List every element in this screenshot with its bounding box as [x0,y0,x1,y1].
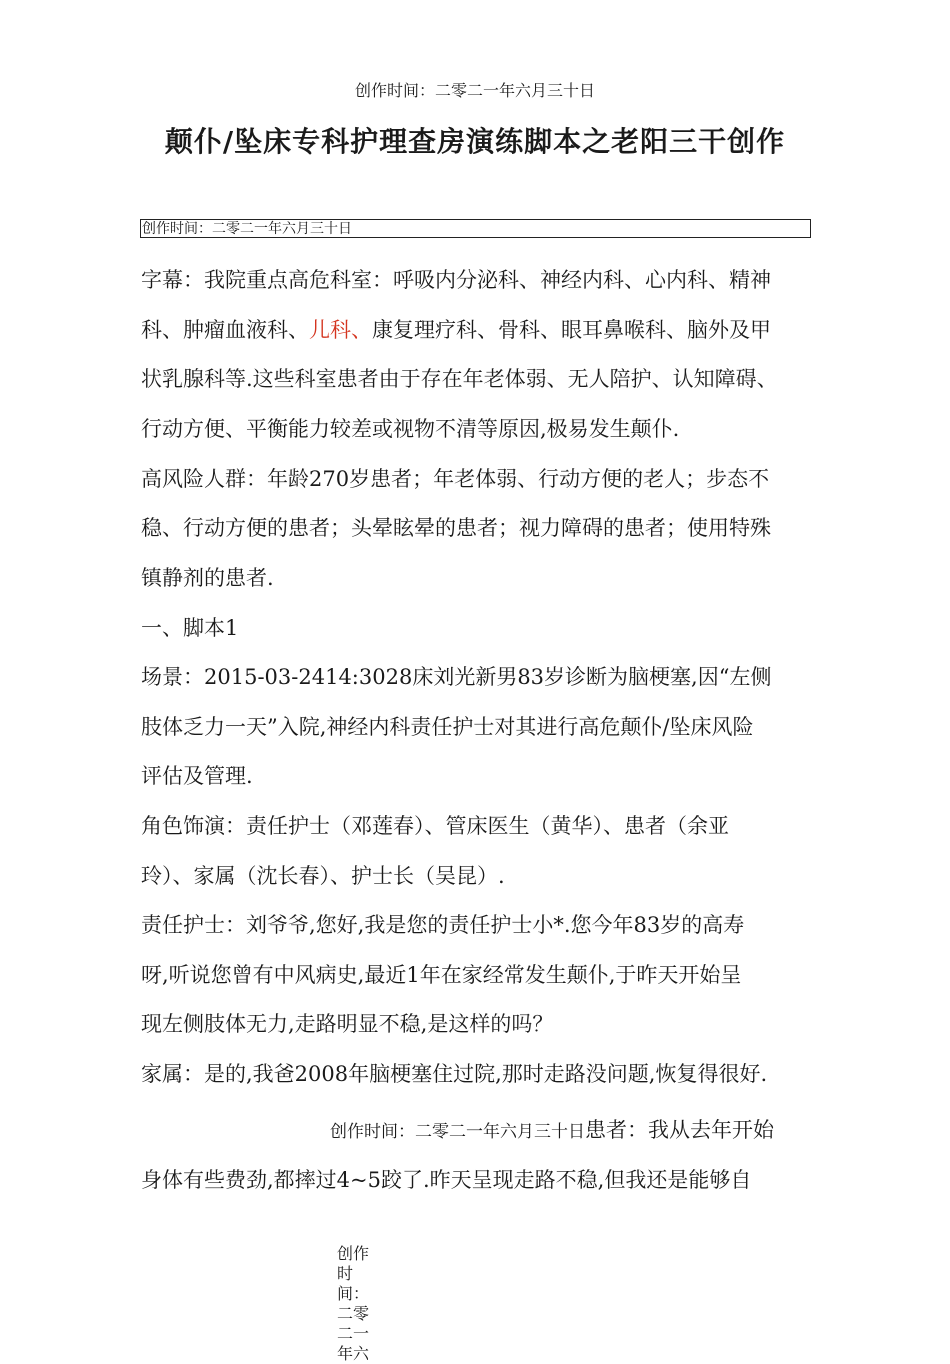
vertical-stamp-line: 时间： [337,1264,370,1303]
nurse-line-2: 呀,听说您曾有中风病史,最近1年在家经常发生颠仆,于昨天开始呈 [141,963,742,987]
vertical-stamp-line: 创作 [337,1244,370,1263]
scene-line-2: 肢体乏力一天”入院,神经内科责任护士对其进行高危颠仆/坠床风险 [141,715,754,739]
pediatrics-highlight: 儿科、 [309,318,372,342]
scene-line-3: 评估及管理. [141,764,253,788]
scene-line-1: 场景：2015-03-2414:3028床刘光新男83岁诊断为脑梗塞,因“左侧 [141,665,772,689]
risk-line-3: 镇静剂的患者. [141,566,274,590]
vertical-stamp-line: 二零 [337,1304,370,1323]
inline-time-stamp: 创作时间：二零二一年六月三十日 [330,1122,585,1142]
risk-line-1: 高风险人群：年龄270岁患者；年老体弱、行动方便的老人；步态不 [141,467,770,491]
header-time-stamp: 创作时间：二零二一年六月三十日 [354,81,595,100]
section-heading: 一、脚本1 [141,616,239,640]
roles-line-2: 玲）、家属（沈长春）、护士长（吴昆）. [141,864,505,888]
intro-line-3: 状乳腺科等.这些科室患者由于存在年老体弱、无人陪护、认知障碍、 [141,367,778,391]
family-line-1: 家属：是的,我爸2008年脑梗塞住过院,那时走路没问题,恢复得很好. [141,1062,768,1086]
nurse-line-3: 现左侧肢体无力,走路明显不稳,是这样的吗？ [141,1012,554,1036]
patient-line-1 [330,1106,810,1158]
boxed-time-stamp: 创作时间：二零二一年六月三十日 [140,219,811,238]
vertical-stamp-line: 二一 [337,1324,370,1343]
vertical-stamp-line: 年六 [337,1344,370,1363]
document-title: 颠仆/坠床专科护理查房演练脚本之老阳三干创作 [164,125,786,158]
patient-line-1-text: 患者：我从去年开始 [585,1118,774,1142]
vertical-time-stamp [337,1244,377,1364]
patient-line-2: 身体有些费劲,都摔过4~5跤了.昨天呈现走路不稳,但我还是能够自 [141,1168,752,1192]
nurse-line-1: 责任护士：刘爷爷,您好,我是您的责任护士小*.您今年83岁的高寿 [141,913,745,937]
intro-line-1: 字幕：我院重点高危科室：呼吸内分泌科、神经内科、心内科、精神 [141,268,771,292]
intro-line-2 [141,306,841,356]
intro-line-4: 行动方便、平衡能力较差或视物不清等原因,极易发生颠仆. [141,417,680,441]
intro-line-2-start: 科、肿瘤血液科、 [141,318,309,342]
intro-line-2-end: 康复理疗科、骨科、眼耳鼻喉科、脑外及甲 [372,318,771,342]
risk-line-2: 稳、行动方便的患者；头晕眩晕的患者；视力障碍的患者；使用特殊 [141,516,771,540]
roles-line-1: 角色饰演：责任护士（邓莲春）、管床医生（黄华）、患者（余亚 [141,814,729,838]
